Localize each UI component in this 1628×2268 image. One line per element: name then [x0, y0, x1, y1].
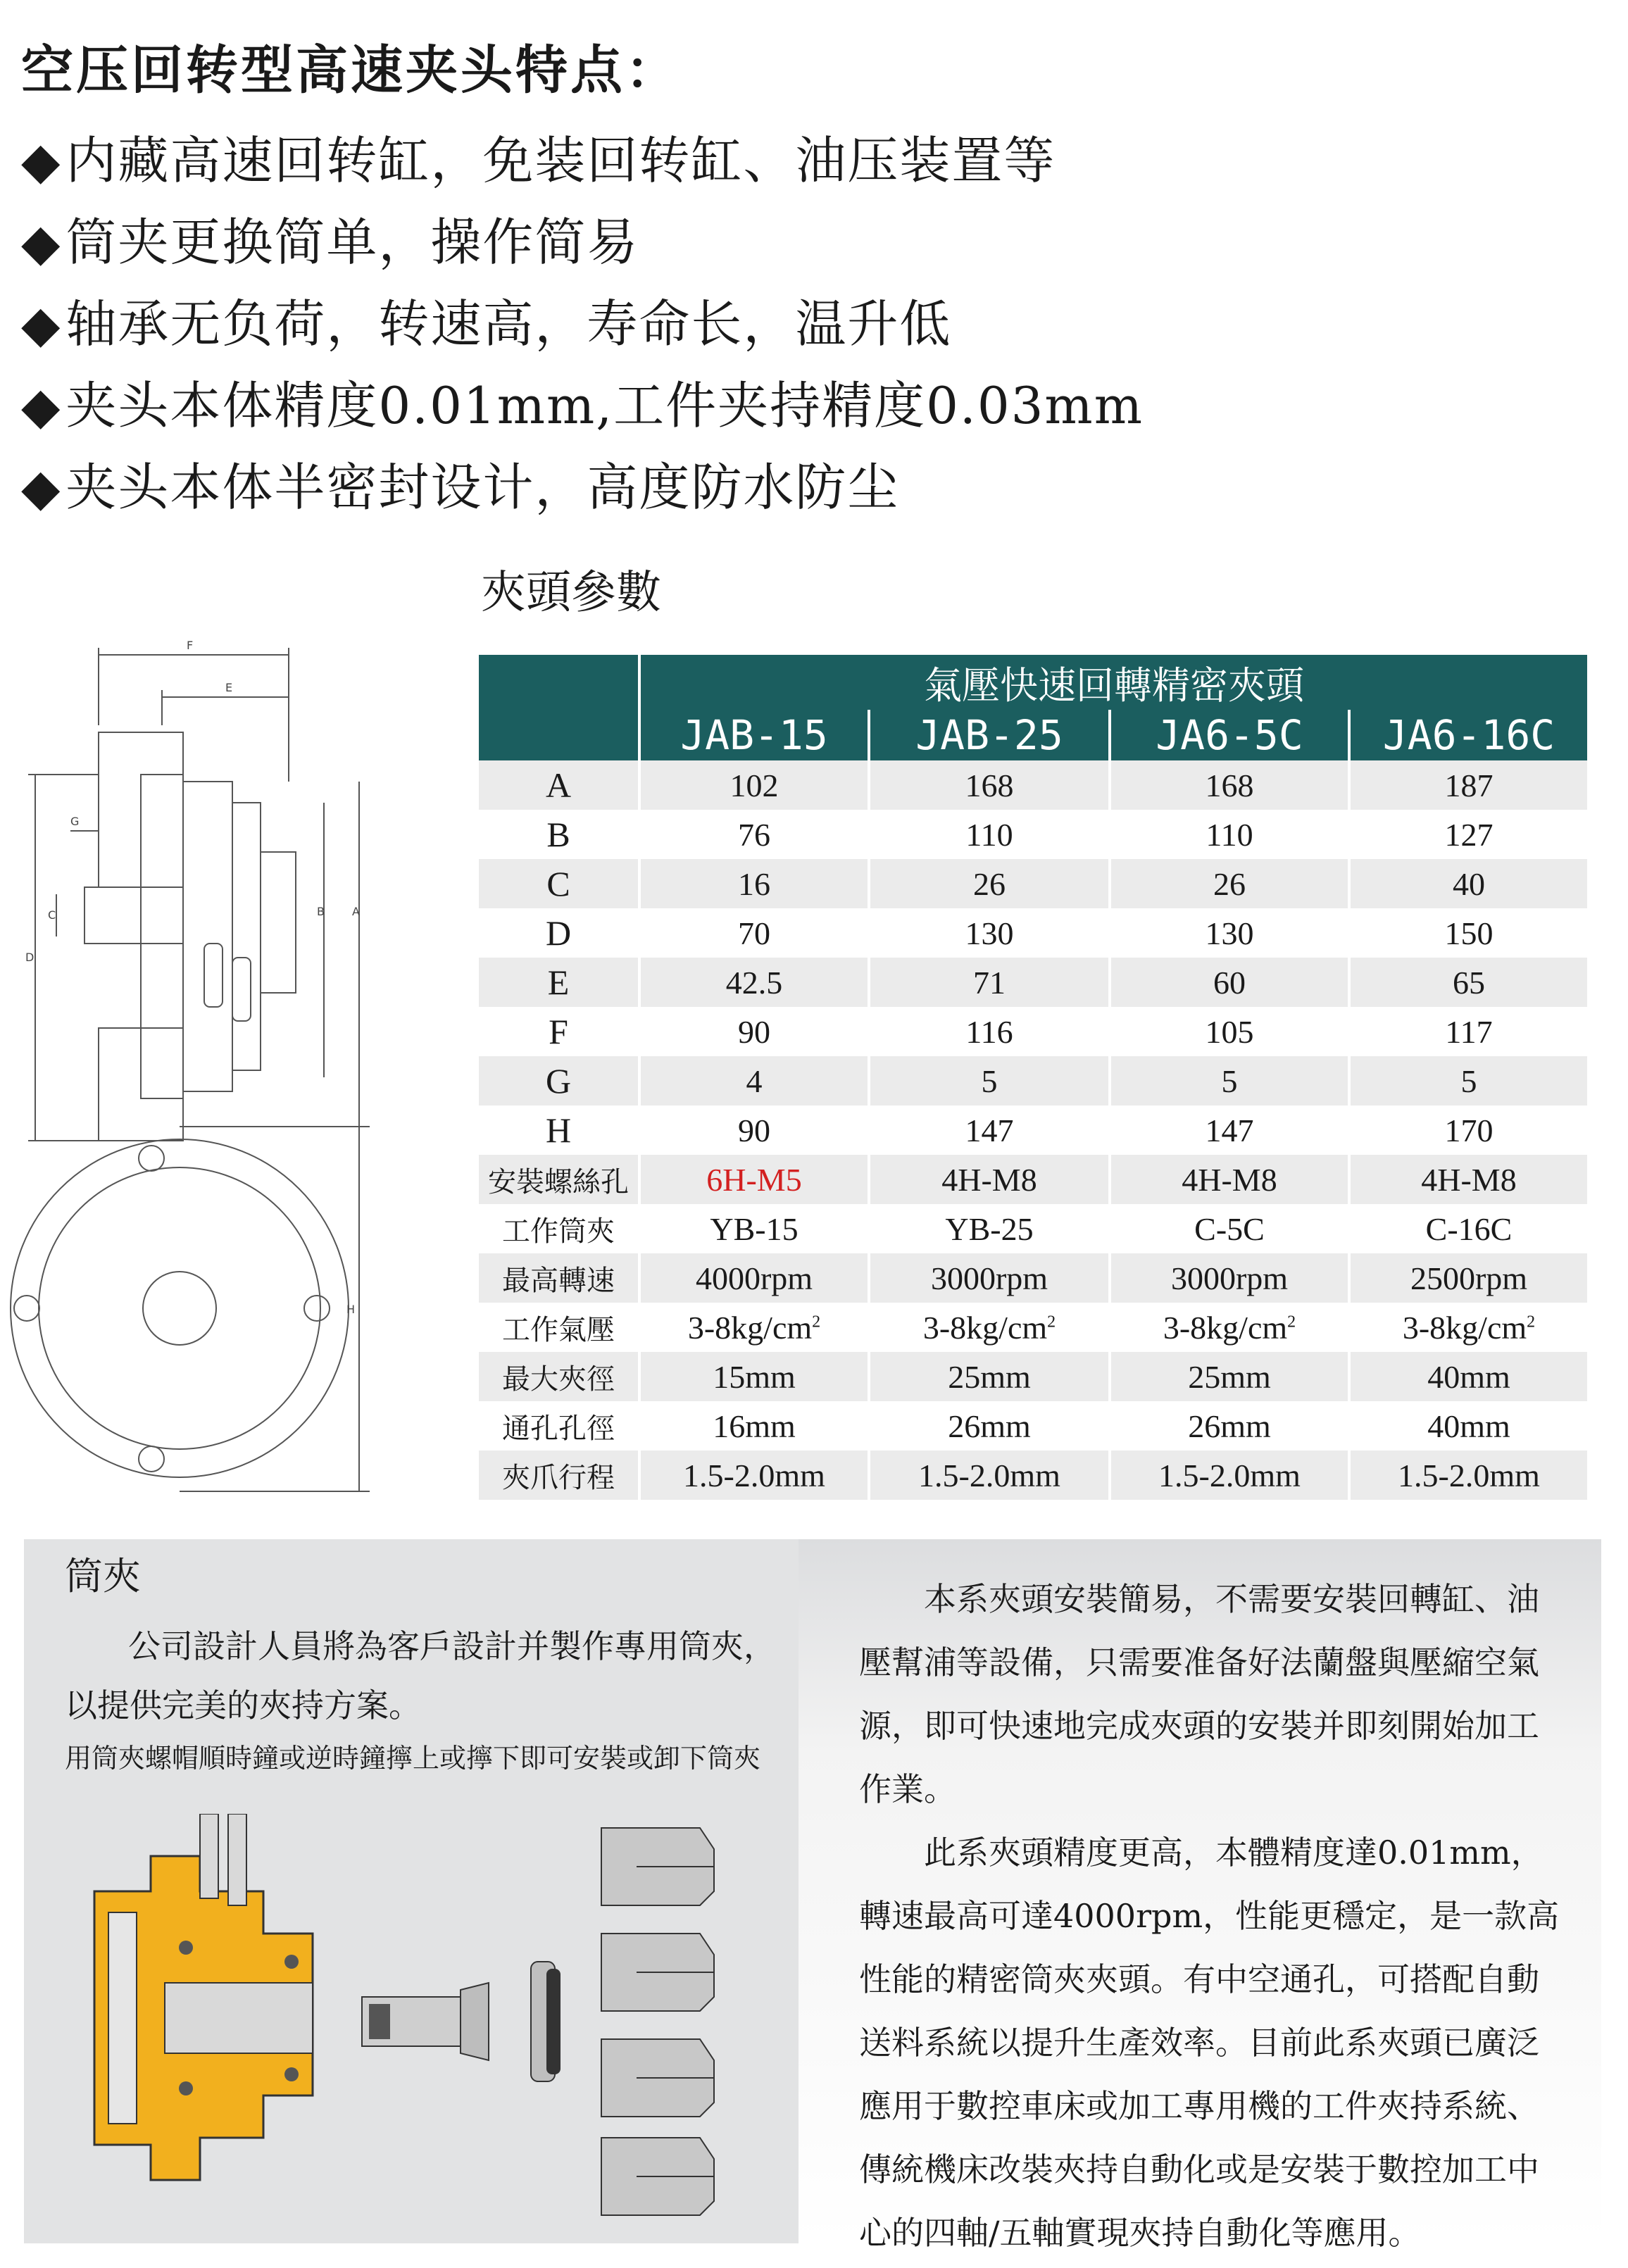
table-cell: 90 [641, 1105, 868, 1155]
table-cell: 15mm [641, 1352, 868, 1401]
table-cell: 90 [641, 1007, 868, 1056]
table-cell: 26 [1111, 859, 1348, 908]
feature-item: ◆筒夹更换简单，操作简易 [21, 213, 639, 272]
row-label: G [479, 1056, 638, 1105]
table-cell: 65 [1351, 958, 1587, 1007]
table-row [479, 1253, 1587, 1303]
row-label: 工作氣壓 [479, 1303, 638, 1352]
table-cell: 76 [641, 810, 868, 859]
row-label: B [479, 810, 638, 859]
table-cell: 105 [1111, 1007, 1348, 1056]
row-label: A [479, 760, 638, 810]
table-cell: 16 [641, 859, 868, 908]
table-cell: 70 [641, 908, 868, 958]
row-label: E [479, 958, 638, 1007]
table-cell: C-5C [1111, 1204, 1348, 1253]
table-cell: 5 [1111, 1056, 1348, 1105]
table-cell: 3000rpm [1111, 1253, 1348, 1303]
table-cell: $3-8kg/cm^2$ [641, 1303, 868, 1352]
description-paragraph: 此系夾頭精度更高，本體精度達0.01mm，轉速最高可達4000rpm，性能更穩定，是一款高性能的精密筒夾夾頭。有中空通孔，可搭配自動送料系統以提升生產效率。目前此系夾頭已廣泛應用于數控車床或加工專用機的工件夾持系統、傳統機床改裝夾持自動化或是安裝于數控加工中心的四軸/五軸實現夾持自動化等應用。 [859, 1834, 1560, 2252]
table-cell: 71 [870, 958, 1108, 1007]
collet-title: 筒夾 [65, 1554, 141, 1598]
table-row [479, 908, 1587, 958]
table-cell: 4 [641, 1056, 868, 1105]
model-header: JAB-15 [641, 710, 868, 760]
row-label: 最大夾徑 [479, 1352, 638, 1401]
table-cell: 147 [870, 1105, 1108, 1155]
dim-label-E: E [225, 681, 233, 694]
table-cell: 127 [1351, 810, 1587, 859]
table-cell: 168 [1111, 760, 1348, 810]
chuck-cutaway-illustration [80, 1814, 784, 2222]
features-title: 空压回转型高速夹头特点： [21, 40, 680, 101]
table-row [479, 1352, 1587, 1401]
table-row [479, 1056, 1587, 1105]
diamond-bullet-icon: ◆ [21, 458, 62, 517]
table-cell: YB-15 [641, 1204, 868, 1253]
collet-panel [24, 1539, 799, 2243]
table-cell: 3000rpm [870, 1253, 1108, 1303]
group-header: 氣壓快速回轉精密夾頭 [641, 655, 1587, 710]
table-cell: 26 [870, 859, 1108, 908]
table-cell: 26mm [1111, 1401, 1348, 1451]
table-cell: 170 [1351, 1105, 1587, 1155]
table-cell: 1.5-2.0mm [1111, 1451, 1348, 1500]
table-row [479, 760, 1587, 810]
dim-label-F: F [187, 639, 194, 652]
row-label: 最高轉速 [479, 1253, 638, 1303]
table-cell: 1.5-2.0mm [870, 1451, 1108, 1500]
table-cell: 4H-M8 [870, 1155, 1108, 1204]
table-row [479, 1451, 1587, 1500]
collet-icon [362, 1983, 489, 2060]
table-cell: 6H-M5 [641, 1155, 868, 1204]
row-label: C [479, 859, 638, 908]
table-row [479, 1007, 1587, 1056]
table-cell: 5 [1351, 1056, 1587, 1105]
row-label: 安裝螺絲孔 [479, 1155, 638, 1204]
row-label: F [479, 1007, 638, 1056]
dim-label-B: B [317, 905, 325, 918]
table-cell: 4000rpm [641, 1253, 868, 1303]
diamond-bullet-icon: ◆ [21, 213, 62, 272]
parameter-table [476, 655, 1590, 1500]
feature-item: ◆夹头本体半密封设计，高度防水防尘 [21, 458, 900, 517]
superscript: 2 [1287, 1312, 1296, 1332]
table-row [479, 1204, 1587, 1253]
description-paragraph: 本系夾頭安裝簡易，不需要安裝回轉缸、油壓幫浦等設備，只需要准备好法蘭盤與壓縮空氣源，即可快速地完成夾頭的安裝并即刻開始加工作業。 [859, 1580, 1539, 1808]
row-label: D [479, 908, 638, 958]
bottom-section [24, 1539, 1601, 2252]
table-cell: 130 [1111, 908, 1348, 958]
feature-item: ◆夹头本体精度0.01mm,工件夹持精度0.03mm [21, 376, 1144, 435]
table-cell: 4H-M8 [1351, 1155, 1587, 1204]
model-header: JAB-25 [870, 710, 1108, 760]
table-cell: C-16C [1351, 1204, 1587, 1253]
dim-label-G: G [70, 815, 80, 828]
table-row [479, 810, 1587, 859]
table-cell: 1.5-2.0mm [641, 1451, 868, 1500]
table-row [479, 1105, 1587, 1155]
row-label: 工作筒夾 [479, 1204, 638, 1253]
header-blank [479, 710, 638, 760]
table-cell: YB-25 [870, 1204, 1108, 1253]
table-cell: 5 [870, 1056, 1108, 1105]
chuck-body-icon [94, 1814, 313, 2180]
model-header: JA6-16C [1351, 710, 1587, 760]
diamond-bullet-icon: ◆ [21, 131, 62, 190]
table-cell: 25mm [870, 1352, 1108, 1401]
table-row [479, 1401, 1587, 1451]
table-cell: 150 [1351, 908, 1587, 958]
table-title: 夾頭參數 [481, 567, 661, 619]
table-cell: $3-8kg/cm^2$ [870, 1303, 1108, 1352]
dim-label-D: D [25, 951, 35, 964]
technical-drawing [0, 634, 451, 1535]
collet-nut-icon [531, 1962, 561, 2081]
superscript: 2 [812, 1312, 821, 1332]
description-text [859, 1567, 1563, 2264]
row-label: H [479, 1105, 638, 1155]
collet-variants-icon [601, 1828, 714, 2215]
feature-item: ◆内藏高速回转缸，免装回转缸、油压装置等 [21, 131, 1056, 190]
table-row [479, 1303, 1587, 1352]
table-cell: 110 [870, 810, 1108, 859]
row-label: 夾爪行程 [479, 1451, 638, 1500]
dim-label-C: C [48, 908, 56, 922]
superscript: 2 [1527, 1312, 1536, 1332]
diamond-bullet-icon: ◆ [21, 294, 62, 353]
table-cell: 4H-M8 [1111, 1155, 1348, 1204]
features-section [21, 35, 1218, 528]
table-cell: 116 [870, 1007, 1108, 1056]
dim-label-H: H [346, 1303, 356, 1316]
table-cell: 147 [1111, 1105, 1348, 1155]
table-cell: 102 [641, 760, 868, 810]
table-row [479, 1155, 1587, 1204]
table-row [479, 958, 1587, 1007]
row-label: 通孔孔徑 [479, 1401, 638, 1451]
diamond-bullet-icon: ◆ [21, 376, 62, 435]
table-cell: 25mm [1111, 1352, 1348, 1401]
table-cell: 60 [1111, 958, 1348, 1007]
table-cell: 110 [1111, 810, 1348, 859]
table-cell: 40 [1351, 859, 1587, 908]
collet-instruction: 用筒夾螺帽順時鐘或逆時鐘擰上或擰下即可安裝或卸下筒夾 [65, 1743, 761, 1774]
table-cell: 1.5-2.0mm [1351, 1451, 1587, 1500]
table-cell: $3-8kg/cm^2$ [1351, 1303, 1587, 1352]
header-blank [479, 655, 638, 710]
table-cell: 40mm [1351, 1352, 1587, 1401]
model-header: JA6-5C [1111, 710, 1348, 760]
table-cell: 130 [870, 908, 1108, 958]
superscript: 2 [1047, 1312, 1056, 1332]
table-cell: 26mm [870, 1401, 1108, 1451]
table-cell: 168 [870, 760, 1108, 810]
dim-label-A: A [352, 905, 360, 918]
table-cell: 42.5 [641, 958, 868, 1007]
collet-intro: 公司設計人員將為客戶設計并製作專用筒夾，以提供完美的夾持方案。 [65, 1627, 776, 1724]
table-cell: 16mm [641, 1401, 868, 1451]
description-panel [799, 1539, 1601, 2252]
table-cell: 187 [1351, 760, 1587, 810]
table-row [479, 859, 1587, 908]
table-cell: $3-8kg/cm^2$ [1111, 1303, 1348, 1352]
feature-item: ◆轴承无负荷，转速高，寿命长，温升低 [21, 294, 952, 353]
table-cell: 117 [1351, 1007, 1587, 1056]
table-cell: 2500rpm [1351, 1253, 1587, 1303]
table-cell: 40mm [1351, 1401, 1587, 1451]
